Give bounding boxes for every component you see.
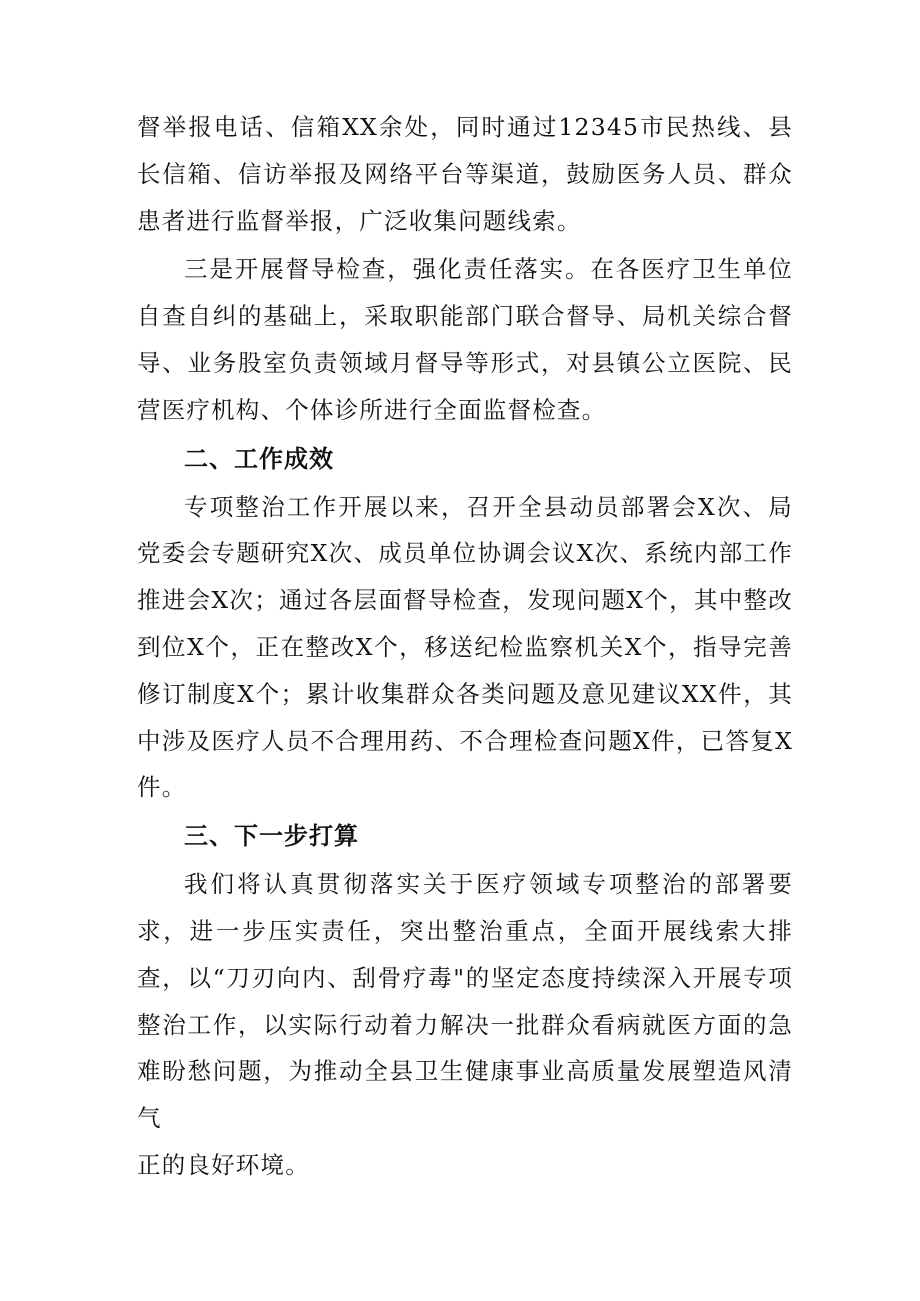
paragraph-results: 专项整治工作开展以来，召开全县动员部署会X次、局党委会专题研究X次、成员单位协调会议X次、系统内部工作推进会X次；通过各层面督导检查，发现问题X个，其中整改到位X个，正在整改X个，移送纪检监察机关X个，指导完善修订制度X个；累计收集群众各类问题及意见建议XX件，其中涉及医疗人员不合理用药、不合理检查问题X件，已答复X件。 <box>137 492 793 802</box>
paragraph-next-steps: 我们将认真贯彻落实关于医疗领域专项整治的部署要求，进一步压实责任，突出整治重点，全面开展线索大排查，以“刀刃向内、刮骨疗毒"的坚定态度持续深入开展专项整治工作，以实际行动着力解决一批群众看病就医方面的急难盼愁问题，为推动全县卫生健康事业高质量发展塑造风清气 <box>137 870 793 1133</box>
paragraph-closing-line: 正的良好环境。 <box>137 1150 310 1179</box>
paragraph-inspection: 三是开展督导检查，强化责任落实。在各医疗卫生单位自查自纠的基础上，采取职能部门联合督导、局机关综合督导、业务股室负责领域月督导等形式，对县镇公立医院、民营医疗机构、个体诊所进行全面监督检查。 <box>137 255 793 424</box>
document-body <box>137 104 793 1189</box>
paragraph-supervision-channels: 督举报电话、信箱XX余处，同时通过12345市民热线、县长信箱、信访举报及网络平台等渠道，鼓励医务人员、群众患者进行监督举报，广泛收集问题线索。 <box>137 113 793 235</box>
section-heading-results: 二、工作成效 <box>184 444 334 473</box>
section-heading-next-steps: 三、下一步打算 <box>184 822 359 851</box>
